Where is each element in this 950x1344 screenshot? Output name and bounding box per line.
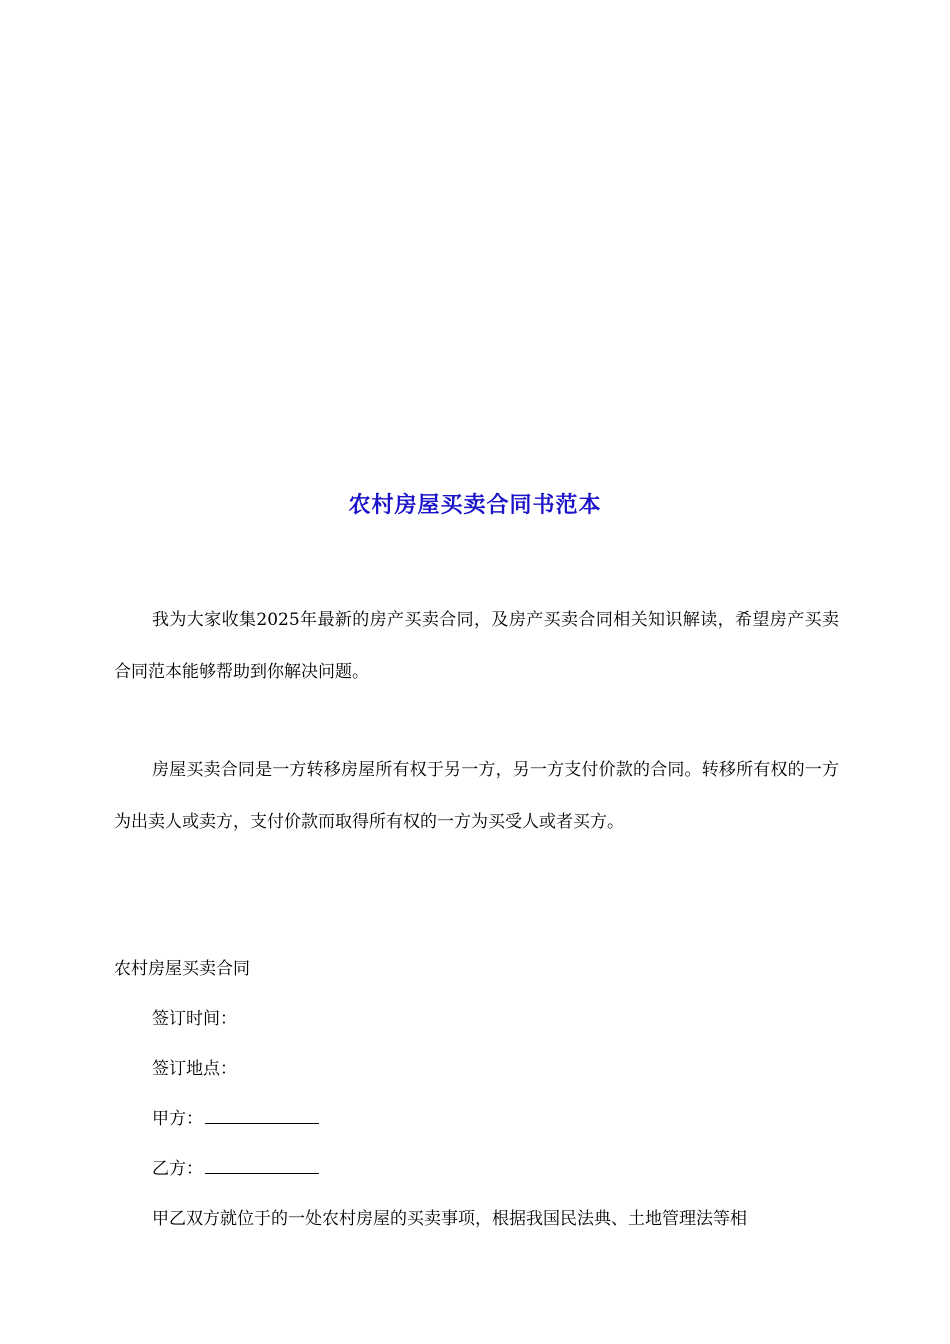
- party-a-line: [152, 1107, 319, 1131]
- document-title: 农村房屋买卖合同书范本: [348, 492, 602, 518]
- sign-time-label: 签订时间：: [152, 1009, 237, 1029]
- intro-paragraph: 我为大家收集2025年最新的房产买卖合同，及房产买卖合同相关知识解读，希望房产买卖合同范本能够帮助到你解决问题。: [114, 610, 839, 682]
- contract-heading: 农村房屋买卖合同: [114, 959, 250, 979]
- party-b-label: 乙方：: [152, 1159, 203, 1179]
- sign-place-label: 签订地点：: [152, 1059, 237, 1079]
- party-a-blank: [205, 1107, 319, 1124]
- party-a-label: 甲方：: [152, 1109, 203, 1129]
- definition-paragraph: 房屋买卖合同是一方转移房屋所有权于另一方，另一方支付价款的合同。转移所有权的一方为出卖人或卖方，支付价款而取得所有权的一方为买受人或者买方。: [114, 760, 839, 832]
- party-b-line: [152, 1157, 319, 1181]
- closing-line: 甲乙双方就位于的一处农村房屋的买卖事项，根据我国民法典、土地管理法等相: [152, 1209, 747, 1229]
- party-b-blank: [205, 1157, 319, 1174]
